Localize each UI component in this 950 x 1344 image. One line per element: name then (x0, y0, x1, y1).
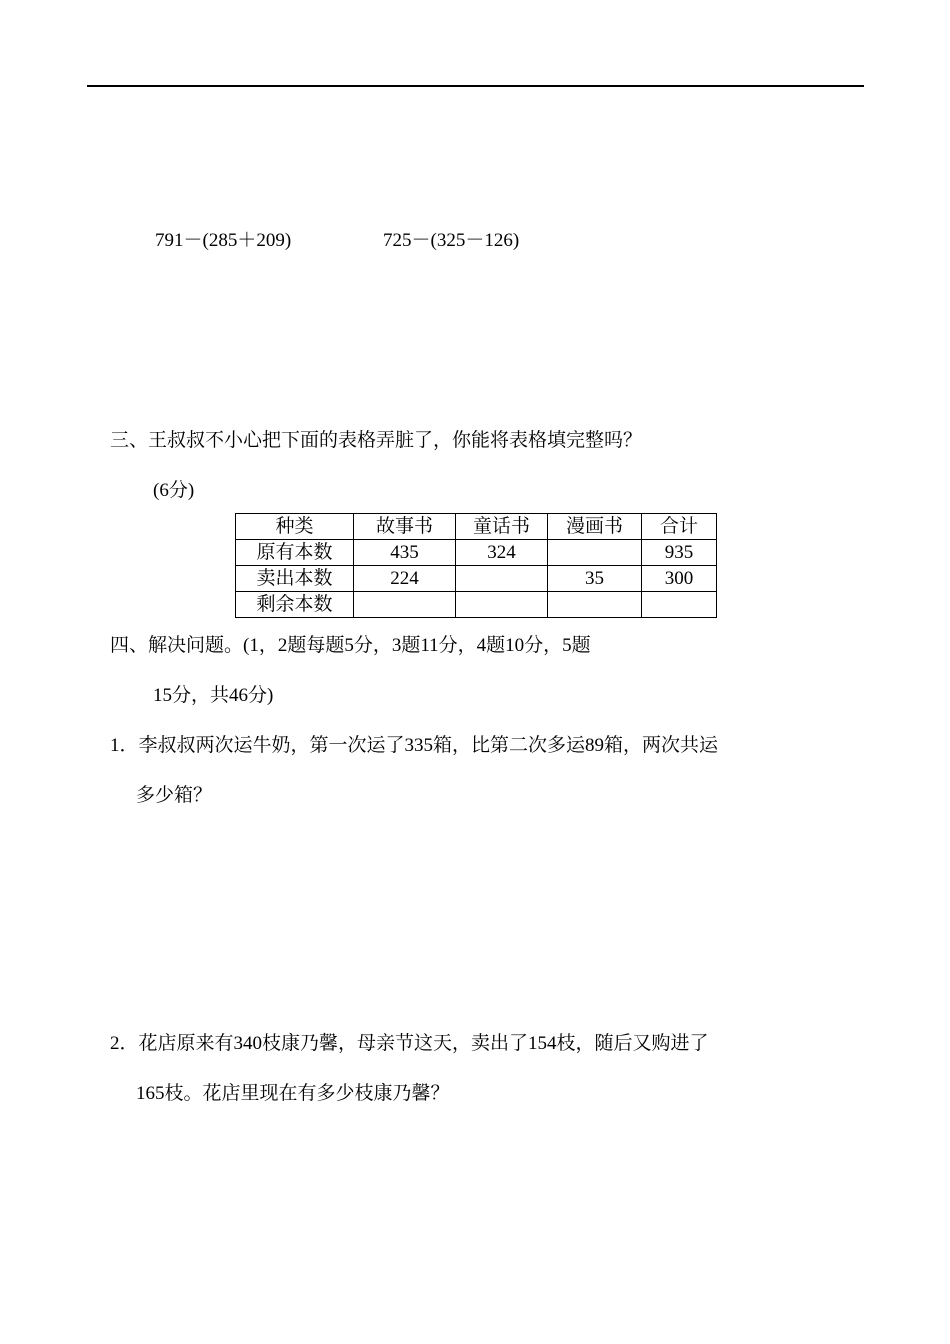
table-cell: 剩余本数 (236, 592, 354, 618)
table-cell (642, 592, 717, 618)
question1-line1: 1．李叔叔两次运牛奶，第一次运了335箱，比第二次多运89箱，两次共运 (110, 735, 719, 756)
header-rule (87, 85, 864, 87)
table-cell: 原有本数 (236, 540, 354, 566)
table-cell (456, 592, 548, 618)
table-cell (548, 592, 642, 618)
table-cell: 300 (642, 566, 717, 592)
book-table (235, 513, 717, 618)
section4-heading-line1: 四、解决问题。(1，2题每题5分，3题11分，4题10分，5题 (110, 635, 591, 656)
section3-score: (6分) (153, 480, 195, 501)
question2-line2: 165枝。花店里现在有多少枝康乃馨？ (136, 1083, 450, 1104)
table-cell: 324 (456, 540, 548, 566)
table-header-row (236, 514, 717, 540)
table-header-cell: 合计 (642, 514, 717, 540)
table-cell: 435 (354, 540, 456, 566)
table-row (236, 540, 717, 566)
expression-1: 791－(285＋209) (155, 230, 292, 251)
table-cell (548, 540, 642, 566)
expression-2: 725－(325－126) (383, 230, 520, 251)
table-cell: 224 (354, 566, 456, 592)
table-header-cell: 漫画书 (548, 514, 642, 540)
table-cell (456, 566, 548, 592)
question1-line2: 多少箱？ (136, 785, 213, 806)
table-header-cell: 种类 (236, 514, 354, 540)
table-cell: 卖出本数 (236, 566, 354, 592)
table-row (236, 566, 717, 592)
table-cell (354, 592, 456, 618)
question2-line1: 2．花店原来有340枝康乃馨，母亲节这天，卖出了154枝，随后又购进了 (110, 1033, 709, 1054)
table-row (236, 592, 717, 618)
table-header-cell: 童话书 (456, 514, 548, 540)
table-cell: 35 (548, 566, 642, 592)
table-cell: 935 (642, 540, 717, 566)
section3-heading: 三、王叔叔不小心把下面的表格弄脏了，你能将表格填完整吗？ (110, 430, 643, 451)
section4-heading-line2: 15分，共46分) (153, 685, 274, 706)
table-header-cell: 故事书 (354, 514, 456, 540)
